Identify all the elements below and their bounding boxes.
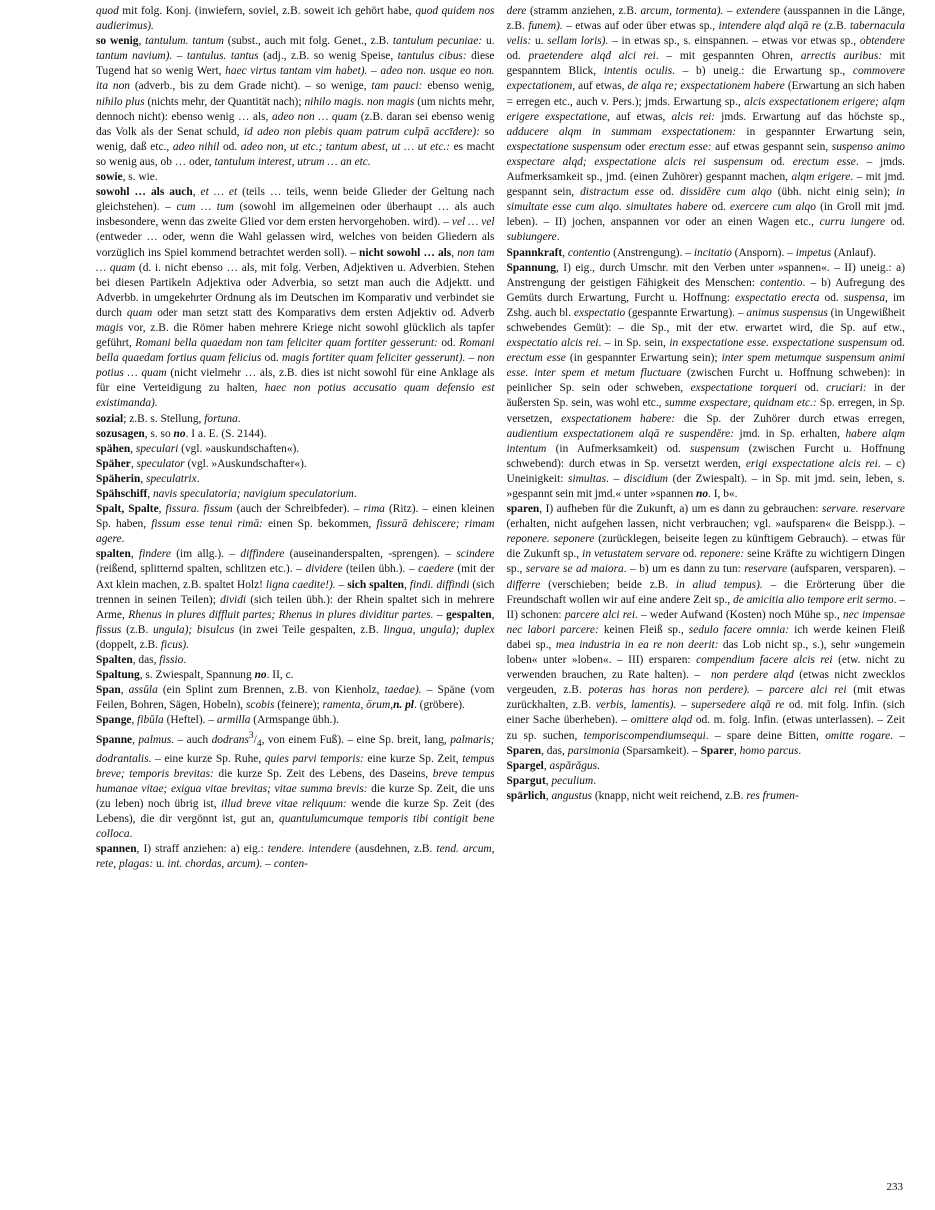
dictionary-entry: spähen, speculari (vgl. »auskundschaften«). — [96, 442, 300, 455]
dictionary-entry: Spannung, I) eig., durch Umschr. mit den Verben unter »spannen«. – II) uneig.: a) Anstrengung der geistigen Fähigkeit des Menschen: contentio. – b) Aufregung des Gemüts durch Erwartung, Furcht u. Hoffnung: exspectatio erecta od. suspensa, im Zshg. auch bl. exspectatio (gespannte Erwartung). – animus suspensus (in Ungewißheit schwebendes Gemüt): – die Sp., mit der etw. erwartet wird, die Sp. auf etw., exspectatio alcis rei. – in Sp. sein, in exspectatione esse. exspectatione suspensum od. erectum esse (in gespannter Erwartung sein); inter spem metumque suspensum animi esse. inter spem et metum fluctuare (zwischen Furcht u. Hoffnung schweben): in peinlicher Sp. sein oder schweben, exspectatione torqueri od. cruciari: in der äußersten Sp. sein, was wohl etc., summe exspectare, quidnam etc.: Sp. erregen, in Sp. versetzen, exspectationem habere: die Sp. der Zuhörer durch etwas erregen, audientium exspectationem alqā re suspendĕre: jmd. in Sp. erhalten, habere alqm intentum (in Aufmerksamkeit) od. suspensum (zwischen Furcht u. Hoffnung schwebend): durch etwas in Sp. versetzt werden, erigi exspectatione alcis rei. – c) Uneinigkeit: simultas. – discidium (der Zwiespalt). – in Sp. mit jmd. sein, leben, s. »gespannt sein mit jmd.« unter »spannen no. I, b«. — [506, 261, 905, 500]
dictionary-entry: dere (stramm anziehen, z.B. arcum, tormenta). – extendere (ausspannen in die Länge, z.B. funem). – etwas auf oder über etwas sp., intendere alqd alqā re (z.B. tabernacula velis: u. sellam loris). – in etwas sp., s. einspannen. – etwas vor etwas sp., obtendere od. praetendere alqd alci rei. – mit gespannten Ohren, arrectis auribus: mit gespanntem Blick, intentis oculis. – b) uneig.: die Erwartung sp., commovere expectationem, auf etwas, de alqa re; exspectationem habere (Erwartung an sich haben = erregen etc., auch v. Pers.); jmds. Erwartung sp., alcis exspectationem erigere; alqm erigere exspectatione, auf etwas, alcis rei: jmds. Erwartung auf das höchste sp., adducere alqm in summam exspectationem: in gespannter Erwartung sein, exspectatione suspensum oder erectum esse: auf etwas gespannt sein, suspenso animo exspectare alqd; exspectatione alcis rei suspensum od. erectum esse. – jmds. Aufmerksamkeit sp., jmd. (einen Zuhörer) gespannt machen, alqm erigere. – mit jmd. gespannt sein, distractum esse od. dissidēre cum alqo (übh. nicht einig sein); in simultate esse cum alqo. simultates habere od. exercere cum alqo (in Groll mit jmd. leben). – II) jochen, anspannen vor oder an einen Wagen etc., curru iungere od. subiungere. — [506, 5, 905, 244]
dictionary-entry: sowohl … als auch, et … et (teils … teils, wenn beide Glieder der Geltung nach gleichstehen). – cum … tum (sowohl im allgemeinen oder überhaupt … als auch insbesondere, wenn das zweite Glied vor dem ersten hervorgehoben. wird). – vel … vel (entweder … oder, wenn die Wahl gelassen wird, welches von beiden Gliedern als vorzüglich ins Spiel kommend betrachtet werden soll). – nicht sowohl … als, non tam … quam (d. i. nicht ebenso … als, mit folg. Verben, Adjektiven u. Adverbien. Stehen bei diesen Partikeln Adjektiva oder Adverbia, so setzt man auch die Adjektt. und Adverbb. in umgekehrter Ordnung als im Deutschen im Komparativ und verbindet sie durch quam oder man setzt statt des Komparativs dem ersten Adjektiv od. Adverb magis vor, z.B. die Römer haben mehrere Kriege nicht sowohl glücklich als tapfer geführt, Romani bella quaedam non tam feliciter quam fortiter gesserunt: od. Romani bella quaedam fortius quam felicius od. magis fortiter quam feliciter gesserunt). – non potius … quam (nicht vielmehr … als, z.B. dies ist nicht sowohl für eine Anklage als für eine Verteidigung zu halten, haec non potius accusatio quam defensio est existimanda). — [96, 186, 495, 410]
dictionary-entry: Span, assŭla (ein Splint zum Brennen, z.B. von Kienholz, taedae). – Späne (vom Feilen, Bohren, Sägen, Hobeln), scobis (feinere); ramenta, ōrum,n. pl. (gröbere). — [96, 684, 495, 712]
dictionary-entry: spalten, findere (im allg.). – diffindere (auseinanderspalten, -sprengen). – scindere (reißend, splitternd spalten, schlitzen etc.). – dividere (teilen übh.). – caedere (mit der Axt klein machen, z.B. spaltet Holz! ligna caedite!). – sich spalten, findi. diffindi (sich trennen in seinen Teilen); dividi (sich teilen übh.): der Rhein spaltet sich in mehrere Arme, Rhenus in plures diffluit partes; Rhenus in plures dividitur partes. – gespalten, fissus (z.B. ungula); bisulcus (in zwei Teile gespalten, z.B. lingua, ungula); duplex (doppelt, z.B. ficus). — [96, 548, 495, 651]
dictionary-entry: sozusagen, s. so no. I a. E. (S. 2144). — [96, 427, 267, 440]
dictionary-entry: Spannkraft, contentio (Anstrengung). – incitatio (Ansporn). – impetus (Anlauf). — [506, 246, 877, 259]
dictionary-entry: Spähschiff, navis speculatoria; navigium speculatorium. — [96, 488, 357, 500]
dictionary-entry: Spange, fibŭla (Heftel). – armilla (Armspange übh.). — [96, 714, 340, 727]
dictionary-entry: quod mit folg. Konj. (inwiefern, soviel, z.B. soweit ich gehört habe, quod quidem nos audierimus). — [96, 5, 495, 33]
left-column — [96, 4, 495, 1182]
dictionary-entry: Spargut, peculium. — [506, 774, 597, 787]
dictionary-entry: so wenig, tantulum. tantum (subst., auch mit folg. Genet., z.B. tantulum pecuniae: u. tantum navium). – tantulus. tantus (adj., z.B. so wenig Speise, tantulus cibus: diese Tugend hat so wenig Wert, haec virtus tantam vim habet). – adeo non. usque eo non. ita non (adverb., bis zu dem Grade nicht). – so wenige, tam pauci: ebenso wenig, nihilo plus (nichts mehr, der Quantität nach); nihilo magis. non magis (um nichts mehr, dennoch nicht): ebenso wenig … als, adeo non … quam (z.B. daran sei ebenso wenig das Volk als der Senat schuld, id adeo non plebis quam patrum culpā accīdere): so wenig, daß etc., adeo nihil od. adeo non, ut etc.; tantum abest, ut … ut etc.: es macht so wenig aus, ob … oder, tantulum interest, utrum … an etc. — [96, 35, 495, 168]
dictionary-entry: spärlich, angustus (knapp, nicht weit reichend, z.B. res frumen- — [506, 789, 799, 802]
page-number: 233 — [886, 1181, 903, 1193]
dictionary-entry: Spalt, Spalte, fissura. fissum (auch der Schreibfeder). – rima (Ritz). – einen kleinen Sp. haben, fissum esse tenui rimā: einen Sp. bekommen, fissurā dehiscere; rimam agere. — [96, 503, 495, 546]
dictionary-entry: spannen, I) straff anziehen: a) eig.: tendere. intendere (ausdehnen, z.B. tend. arcum, rete, plagas: u. int. chordas, arcum). – conten- — [96, 843, 495, 871]
dictionary-entry: sowie, s. wie. — [96, 171, 158, 184]
dictionary-entry: Spanne, palmus. – auch $dodrans^3/_4$, von einem Fuß). – eine Sp. breit, lang, palmaris; dodrantalis. – eine kurze Sp. Ruhe, quies parvi temporis: eine kurze Sp. Zeit, tempus breve; temporis brevitas: die kurze Sp. Zeit des Lebens, des Daseins, breve tempus humanae vitae; exigua vitae brevitas; vitae summa brevis: die kurze Sp. Zeit, die uns (zu leben) noch übrig ist, illud breve vitae reliquum: wende die kurze Sp. Zeit (des Lebens), die dir vergönnt ist, gut an, quantulumcumque temporis tibi contigit bene colloca. — [96, 730, 495, 841]
dictionary-entry: Spaltung, s. Zwiespalt, Spannung no. II, c. — [96, 669, 294, 682]
dictionary-entry: Spargel, aspărăgus. — [506, 759, 600, 772]
dictionary-entry: sozial; z.B. s. Stellung, fortuna. — [96, 412, 241, 425]
dictionary-entry: Späher, speculator (vgl. »Auskundschafter«). — [96, 457, 307, 470]
text-columns — [96, 4, 905, 1182]
dictionary-entry: Spalten, das, fissio. — [96, 654, 187, 667]
right-column — [507, 4, 906, 1182]
dictionary-entry: sparen, I) aufheben für die Zukunft, a) um es dann zu gebrauchen: servare. reservare (erhalten, nicht aufgehen lassen, nicht verbrauchen; vgl. »aufsparen« die Beispp.). – reponere. seponere (zurücklegen, beiseite legen zu künftigem Gebrauch). – etwas für die Zukunft sp., in vetustatem servare od. reponere: seine Kräfte zu wichtigern Dingen sp., servare se ad maiora. – b) um es dann zu tun: reservare (aufsparen, versparen). – differre (verschieben; beide z.B. in aliud tempus). – die Erörterung über die Freundschaft wollen wir auf eine andere Zeit sp., de amicitia alio tempore erit sermo. – II) schonen: parcere alci rei. – weder Aufwand (Kosten) noch Mühe sp., nec impensae nec labori parcere: keinen Fleiß sp., sedulo facere omnia: ich werde keinen Fleiß dabei sp., mea industria in ea re non deerit: das Lob nicht sp., s.), sehr »ungemein loben« unter »loben«. – III) ersparen: compendium facere alcis rei (etw. nicht zu verwenden brauchen, zu Rate halten). – non perdere alqd (etwas nicht zwecklos vergeuden, z.B. poteras has horas non perdere). – parcere alci rei (mit etwas zurückhalten, z.B. verbis, lamentis). – supersedere alqā re od. mit folg. Infin. (sich einer Sache überheben). – omittere alqd od. m. folg. Infin. (etwas unterlassen). – Zeit zu sp. suchen, temporiscompendiumsequi. – spare deine Bitten, omitte rogare. – Sparen, das, parsimonia (Sparsamkeit). – Sparer, homo parcus. — [506, 503, 905, 757]
dictionary-entry: Späherin, speculatrix. — [96, 472, 200, 485]
